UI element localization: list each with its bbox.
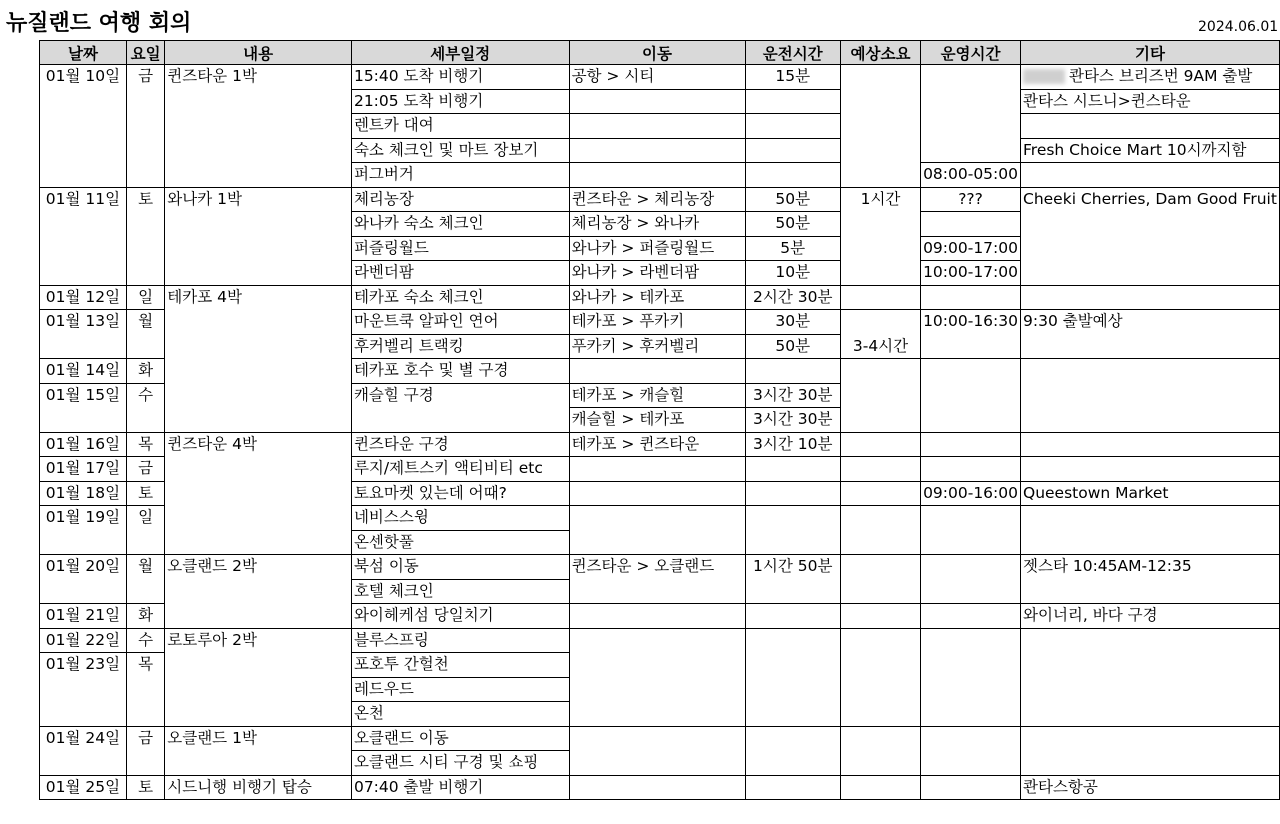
move-cell: [569, 506, 745, 555]
table-row: [40, 285, 1280, 310]
date-cell: 01월 19일: [40, 506, 127, 555]
hours-cell: 10:00-16:30: [921, 310, 1021, 359]
hours-cell: ???: [921, 187, 1021, 212]
est-cell: [840, 604, 920, 629]
est-cell: [840, 726, 920, 775]
drive-cell: 50분: [745, 212, 840, 237]
document-date: 2024.06.01: [1198, 19, 1279, 35]
column-header-etc: 기타: [1021, 41, 1280, 65]
drive-cell: 30분: [745, 310, 840, 335]
move-cell: [569, 163, 745, 188]
day-cell: 일: [126, 285, 164, 310]
date-cell: 01월 12일: [40, 285, 127, 310]
date-cell: 01월 13일: [40, 310, 127, 359]
detail-cell: 15:40 도착 비행기: [351, 65, 569, 90]
etc-cell: Cheeki Cherries, Dam Good Fruit: [1021, 187, 1280, 285]
date-cell: 01월 20일: [40, 555, 127, 604]
move-cell: [569, 114, 745, 139]
detail-cell: 와나카 숙소 체크인: [351, 212, 569, 237]
column-header-drive-time: 운전시간: [745, 41, 840, 65]
move-cell: 와나카 > 테카포: [569, 285, 745, 310]
etc-cell: [1021, 285, 1280, 310]
est-cell: [840, 432, 920, 457]
drive-cell: 50분: [745, 187, 840, 212]
etc-cell: Fresh Choice Mart 10시까지함: [1021, 138, 1280, 163]
day-cell: 수: [126, 383, 164, 432]
est-cell: [840, 457, 920, 482]
column-header-content: 내용: [165, 41, 352, 65]
day-cell: 금: [126, 726, 164, 775]
table-row: [40, 432, 1280, 457]
column-header-opening-hours: 운영시간: [921, 41, 1021, 65]
move-cell: 와나카 > 퍼즐링월드: [569, 236, 745, 261]
content-cell: 퀸즈타운 1박: [165, 65, 352, 188]
move-cell: 퀸즈타운 > 체리농장: [569, 187, 745, 212]
detail-cell: 퍼즐링월드: [351, 236, 569, 261]
etc-cell: [1021, 65, 1280, 90]
date-cell: 01월 25일: [40, 775, 127, 800]
move-cell: 캐슬힐 > 테카포: [569, 408, 745, 433]
detail-cell: 07:40 출발 비행기: [351, 775, 569, 800]
detail-cell: 레드우드: [351, 677, 569, 702]
detail-cell: 테카포 호수 및 별 구경: [351, 359, 569, 384]
drive-cell: 3시간 30분: [745, 383, 840, 408]
drive-cell: [745, 114, 840, 139]
date-cell: 01월 22일: [40, 628, 127, 653]
day-cell: 목: [126, 432, 164, 457]
drive-cell: [745, 481, 840, 506]
move-cell: 테카포 > 퀸즈타운: [569, 432, 745, 457]
etc-cell: [1021, 163, 1280, 188]
content-cell: 시드니행 비행기 탑승: [165, 775, 352, 800]
table-header-row: [40, 41, 1280, 65]
etc-cell: [1021, 726, 1280, 775]
detail-cell: 숙소 체크인 및 마트 장보기: [351, 138, 569, 163]
detail-cell: 체리농장: [351, 187, 569, 212]
etc-cell: [1021, 359, 1280, 433]
detail-cell: 온천: [351, 702, 569, 727]
etc-cell: 콴타스항공: [1021, 775, 1280, 800]
drive-cell: [745, 359, 840, 384]
move-cell: [569, 481, 745, 506]
etc-cell: Queestown Market: [1021, 481, 1280, 506]
etc-cell: 콴타스 시드니>퀸스타운: [1021, 89, 1280, 114]
content-cell: 오클랜드 1박: [165, 726, 352, 775]
etc-cell: [1021, 114, 1280, 139]
day-cell: 토: [126, 187, 164, 285]
hours-cell: [921, 555, 1021, 604]
drive-cell: [745, 457, 840, 482]
hours-cell: 08:00-05:00: [921, 163, 1021, 188]
est-cell: 3-4시간: [840, 310, 920, 359]
page-title: 뉴질랜드 여행 회의: [6, 11, 192, 36]
detail-cell: 호텔 체크인: [351, 579, 569, 604]
move-cell: 테카포 > 푸카키: [569, 310, 745, 335]
drive-cell: 2시간 30분: [745, 285, 840, 310]
day-cell: 월: [126, 310, 164, 359]
date-cell: 01월 15일: [40, 383, 127, 432]
est-cell: [840, 555, 920, 604]
drive-cell: 5분: [745, 236, 840, 261]
etc-cell: 와이너리, 바다 구경: [1021, 604, 1280, 629]
move-cell: [569, 628, 745, 726]
day-cell: 토: [126, 481, 164, 506]
day-cell: 목: [126, 653, 164, 727]
date-cell: 01월 18일: [40, 481, 127, 506]
content-cell: 오클랜드 2박: [165, 555, 352, 629]
detail-cell: 루지/제트스키 액티비티 etc: [351, 457, 569, 482]
detail-cell: 오클랜드 시티 구경 및 쇼핑: [351, 751, 569, 776]
etc-cell: [1021, 506, 1280, 555]
est-cell: [840, 775, 920, 800]
move-cell: [569, 359, 745, 384]
table-row: [40, 628, 1280, 653]
detail-cell: 퍼그버거: [351, 163, 569, 188]
detail-cell: 퀸즈타운 구경: [351, 432, 569, 457]
date-cell: 01월 16일: [40, 432, 127, 457]
drive-cell: [745, 138, 840, 163]
column-header-detail: 세부일정: [351, 41, 569, 65]
detail-cell: 렌트카 대여: [351, 114, 569, 139]
detail-cell: 21:05 도착 비행기: [351, 89, 569, 114]
drive-cell: [745, 775, 840, 800]
content-cell: 로토루아 2박: [165, 628, 352, 726]
hours-cell: [921, 65, 1021, 163]
detail-cell: 토요마켓 있는데 어때?: [351, 481, 569, 506]
hours-cell: [921, 506, 1021, 555]
day-cell: 토: [126, 775, 164, 800]
move-cell: [569, 89, 745, 114]
drive-cell: [745, 506, 840, 555]
content-cell: 퀸즈타운 4박: [165, 432, 352, 555]
hours-cell: [921, 359, 1021, 433]
hours-cell: [921, 628, 1021, 726]
hours-cell: [921, 775, 1021, 800]
detail-cell: 캐슬힐 구경: [351, 383, 569, 432]
redacted-mark: [1023, 69, 1065, 84]
drive-cell: 50분: [745, 334, 840, 359]
detail-cell: 북섬 이동: [351, 555, 569, 580]
hours-cell: [921, 432, 1021, 457]
move-cell: [569, 604, 745, 629]
hours-cell: 09:00-16:00: [921, 481, 1021, 506]
move-cell: 테카포 > 캐슬힐: [569, 383, 745, 408]
day-cell: 일: [126, 506, 164, 555]
est-cell: 1시간: [840, 187, 920, 285]
etc-cell: 9:30 출발예상: [1021, 310, 1280, 359]
hours-cell: [921, 285, 1021, 310]
hours-cell: 10:00-17:00: [921, 261, 1021, 286]
drive-cell: 3시간 30분: [745, 408, 840, 433]
move-cell: 와나카 > 라벤더팜: [569, 261, 745, 286]
date-cell: 01월 14일: [40, 359, 127, 384]
day-cell: 수: [126, 628, 164, 653]
detail-cell: 와이헤케섬 당일치기: [351, 604, 569, 629]
detail-cell: 온센핫풀: [351, 530, 569, 555]
hours-cell: 09:00-17:00: [921, 236, 1021, 261]
table-row: [40, 775, 1280, 800]
date-cell: 01월 17일: [40, 457, 127, 482]
detail-cell: 포호투 간헐천: [351, 653, 569, 678]
day-cell: 월: [126, 555, 164, 604]
drive-cell: [745, 628, 840, 726]
detail-cell: 테카포 숙소 체크인: [351, 285, 569, 310]
move-cell: [569, 775, 745, 800]
est-cell: [840, 628, 920, 726]
move-cell: [569, 138, 745, 163]
hours-cell: [921, 604, 1021, 629]
est-cell: [840, 65, 920, 188]
etc-cell: [1021, 432, 1280, 457]
content-cell: 테카포 4박: [165, 285, 352, 432]
hours-cell: [921, 457, 1021, 482]
column-header-date: 날짜: [40, 41, 127, 65]
detail-cell: 네비스스윙: [351, 506, 569, 531]
detail-cell: 블루스프링: [351, 628, 569, 653]
date-cell: 01월 24일: [40, 726, 127, 775]
drive-cell: [745, 604, 840, 629]
drive-cell: [745, 163, 840, 188]
day-cell: 금: [126, 457, 164, 482]
est-cell: [840, 359, 920, 433]
date-cell: 01월 21일: [40, 604, 127, 629]
est-cell: [840, 285, 920, 310]
move-cell: 푸카키 > 후커벨리: [569, 334, 745, 359]
date-cell: 01월 23일: [40, 653, 127, 727]
etc-cell: [1021, 628, 1280, 726]
drive-cell: 3시간 10분: [745, 432, 840, 457]
detail-cell: 라벤더팜: [351, 261, 569, 286]
detail-cell: 후커벨리 트랙킹: [351, 334, 569, 359]
move-cell: 퀸즈타운 > 오클랜드: [569, 555, 745, 604]
column-header-day: 요일: [126, 41, 164, 65]
est-cell: [840, 481, 920, 506]
hours-cell: [921, 726, 1021, 775]
table-row: [40, 187, 1280, 212]
move-cell: [569, 726, 745, 775]
hours-cell: [921, 212, 1021, 237]
est-cell: [840, 506, 920, 555]
day-cell: 화: [126, 604, 164, 629]
detail-cell: 오클랜드 이동: [351, 726, 569, 751]
drive-cell: 1시간 50분: [745, 555, 840, 604]
move-cell: 공항 > 시티: [569, 65, 745, 90]
drive-cell: [745, 726, 840, 775]
drive-cell: 15분: [745, 65, 840, 90]
table-row: [40, 726, 1280, 751]
date-cell: 01월 10일: [40, 65, 127, 188]
move-cell: [569, 457, 745, 482]
content-cell: 와나카 1박: [165, 187, 352, 285]
detail-cell: 마운트쿡 알파인 연어: [351, 310, 569, 335]
drive-cell: [745, 89, 840, 114]
date-cell: 01월 11일: [40, 187, 127, 285]
column-header-estimated-time: 예상소요: [840, 41, 920, 65]
drive-cell: 10분: [745, 261, 840, 286]
etc-cell: [1021, 457, 1280, 482]
etc-cell: 젯스타 10:45AM-12:35: [1021, 555, 1280, 604]
move-cell: 체리농장 > 와나카: [569, 212, 745, 237]
table-row: [40, 65, 1280, 90]
schedule-table: [39, 40, 1280, 800]
etc-text: 콴타스 브리즈번 9AM 출발: [1069, 67, 1253, 85]
column-header-move: 이동: [569, 41, 745, 65]
table-row: [40, 555, 1280, 580]
day-cell: 화: [126, 359, 164, 384]
day-cell: 금: [126, 65, 164, 188]
